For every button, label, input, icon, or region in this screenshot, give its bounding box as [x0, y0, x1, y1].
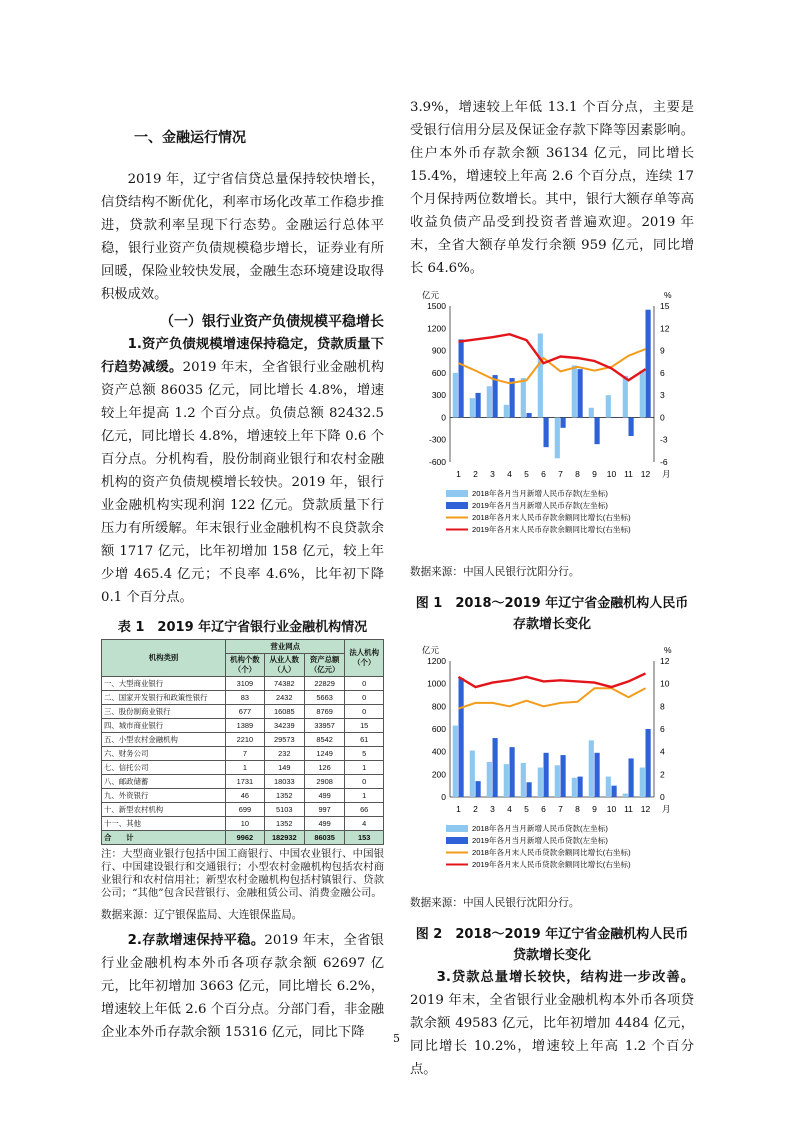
fig2-caption-line1: 图 2 2018～2019 年辽宁省金融机构人民币 — [415, 927, 689, 942]
table-cell-name: 一、大型商业银行 — [102, 677, 226, 691]
right-tick-label: 9 — [660, 345, 665, 356]
table-cell-count: 1389 — [226, 719, 265, 733]
bar-2019 — [629, 758, 634, 797]
bar-2018 — [521, 378, 526, 417]
paragraph-loans-text: 2019 年末，全省银行业金融机构本外币各项贷款余额 49583 亿元，比年初增加 4484 亿元，同比增长 10.2%，增速较上年高 1.2 个百分点。 — [410, 993, 694, 1077]
table-caption: 表 1 2019 年辽宁省银行业金融机构情况 — [117, 620, 368, 635]
table-cell-staff: 1352 — [264, 817, 304, 831]
right-tick-label: 2 — [660, 769, 665, 780]
deposit-chart — [410, 286, 694, 556]
table-row — [102, 719, 384, 733]
bar-2018 — [606, 777, 611, 797]
table-cell-assets: 22829 — [304, 677, 345, 691]
table-cell-name: 十、新型农村机构 — [102, 803, 226, 817]
left-tick-label: 1000 — [427, 678, 446, 689]
table-cell-count: 83 — [226, 691, 265, 705]
loan-chart — [410, 641, 694, 891]
right-tick-label: 0 — [660, 412, 665, 423]
bar-2018 — [470, 398, 475, 417]
table-cell-assets: 33957 — [304, 719, 345, 733]
table-cell-staff: 232 — [264, 747, 304, 761]
x-tick-label: 9 — [592, 469, 597, 479]
legend-swatch — [446, 825, 468, 832]
bar-2018 — [555, 417, 560, 458]
right-tick-label: -6 — [660, 457, 668, 467]
left-tick-label: 200 — [431, 769, 446, 780]
bar-2019 — [646, 310, 651, 418]
section-title: 一、金融运行情况 — [134, 130, 246, 146]
left-tick-label: 1200 — [427, 323, 446, 334]
bar-2019 — [476, 393, 481, 418]
left-axis-unit: 亿元 — [422, 290, 440, 300]
table-total-row — [102, 831, 384, 845]
right-tick-label: 12 — [660, 323, 670, 334]
table-row — [102, 705, 384, 719]
bank-institutions-table — [101, 639, 384, 845]
x-tick-label: 3 — [490, 804, 495, 814]
bar-2018 — [470, 751, 475, 797]
x-tick-label: 8 — [575, 804, 580, 814]
fig1-caption — [410, 593, 694, 635]
table-cell-staff: 16085 — [264, 705, 304, 719]
left-tick-label: -300 — [428, 434, 446, 445]
legend-label: 2019年各月末人民币贷款余额同比增长(右坐标) — [472, 860, 631, 869]
bar-2018 — [623, 376, 628, 418]
table-cell-staff: 2432 — [264, 691, 304, 705]
table-row — [102, 803, 384, 817]
table-cell-legal: 66 — [345, 803, 384, 817]
x-tick-label: 8 — [575, 469, 580, 479]
bar-2018 — [640, 371, 645, 418]
table-cell-name: 十一、其他 — [102, 817, 226, 831]
bar-2019 — [459, 339, 464, 417]
paragraph-deposits — [101, 929, 384, 1044]
paragraph-assets — [101, 333, 384, 609]
table-row — [102, 733, 384, 747]
bar-2018 — [572, 778, 577, 797]
table-cell-assets: 8542 — [304, 733, 345, 747]
page-number: 5 — [393, 1032, 400, 1045]
bar-2018 — [453, 726, 458, 797]
bar-2019 — [612, 786, 617, 797]
x-tick-label: 9 — [592, 804, 597, 814]
left-tick-label: 0 — [441, 412, 446, 423]
legend-label: 2019年各月末人民币存款余额同比增长(右坐标) — [472, 525, 631, 534]
paragraph-loans — [410, 966, 694, 1081]
table-cell-count: 46 — [226, 789, 265, 803]
table-row — [102, 747, 384, 761]
right-tick-label: -3 — [660, 434, 668, 445]
legend-swatch — [446, 837, 468, 844]
x-axis-unit: 月 — [662, 804, 671, 814]
table-cell-count: 1 — [226, 761, 265, 775]
table-row — [102, 817, 384, 831]
bar-2018 — [640, 768, 645, 797]
intro-paragraph: 2019 年，辽宁省信贷总量保持较快增长，信贷结构不断优化，利率市场化改革工作稳步推进，贷款利率呈现下行态势。金融运行总体平稳，银行业资产负债规模稳步增长，证券业有所回暖，保险业较快发展，金融生态环境建设取得积极成效。 — [101, 172, 384, 302]
table-cell-staff: 34239 — [264, 719, 304, 733]
legend-label: 2018年各月末人民币贷款余额同比增长(右坐标) — [472, 848, 631, 857]
x-tick-label: 2 — [473, 469, 478, 479]
bar-2019 — [527, 413, 532, 417]
paragraph-deposits-lead: 2.存款增速保持平稳。 — [127, 933, 265, 948]
x-tick-label: 1 — [456, 804, 461, 814]
th-branches: 营业网点 — [226, 640, 345, 654]
bar-2019 — [493, 375, 498, 417]
table-cell-legal: 15 — [345, 719, 384, 733]
x-tick-label: 3 — [490, 469, 495, 479]
table-cell-count: 677 — [226, 705, 265, 719]
table-cell-legal: 1 — [345, 761, 384, 775]
table-row — [102, 691, 384, 705]
fig1-source: 数据来源：中国人民银行沈阳分行。 — [410, 566, 580, 578]
th-assets: 资产总额（亿元） — [304, 654, 345, 677]
table-cell-legal: 153 — [345, 831, 384, 845]
table-cell-assets: 8769 — [304, 705, 345, 719]
th-legal: 法人机构（个） — [345, 640, 384, 677]
table-cell-name: 五、小型农村金融机构 — [102, 733, 226, 747]
left-tick-label: 300 — [431, 390, 446, 401]
bar-2019 — [578, 777, 583, 797]
table-cell-name: 六、财务公司 — [102, 747, 226, 761]
x-tick-label: 11 — [624, 469, 633, 479]
table-cell-count: 7 — [226, 747, 265, 761]
right-tick-label: 3 — [660, 390, 665, 401]
x-tick-label: 10 — [606, 469, 617, 479]
table-note: 注：大型商业银行包括中国工商银行、中国农业银行、中国银行、中国建设银行和交通银行；小型农村金融机构包括农村商业银行和农村信用社；新型农村金融机构包括村镇银行、贷款公司；“其他”包含民营银行、金融租赁公司、消费金融公司。 — [101, 848, 384, 899]
bar-2019 — [527, 782, 532, 797]
bar-2019 — [595, 753, 600, 797]
bar-2019 — [510, 747, 515, 797]
bar-2018 — [453, 373, 458, 418]
fig1-caption-line1: 图 1 2018～2019 年辽宁省金融机构人民币 — [415, 596, 689, 611]
table-row — [102, 677, 384, 691]
table-cell-legal: 0 — [345, 677, 384, 691]
table-cell-legal: 0 — [345, 705, 384, 719]
left-tick-label: -600 — [428, 457, 446, 467]
line-2019 — [459, 334, 646, 380]
table-cell-staff: 5103 — [264, 803, 304, 817]
right-tick-label: 12 — [660, 656, 670, 666]
table-cell-name: 合 计 — [102, 831, 226, 845]
paragraph-loans-lead: 3.贷款总量增长较快，结构进一步改善。 — [436, 970, 694, 985]
table-cell-assets: 2908 — [304, 775, 345, 789]
left-tick-label: 1500 — [427, 301, 446, 311]
table-cell-legal: 0 — [345, 775, 384, 789]
right-tick-label: 0 — [660, 792, 665, 802]
x-tick-label: 4 — [507, 469, 512, 479]
table-cell-assets: 499 — [304, 789, 345, 803]
right-tick-label: 10 — [660, 678, 670, 689]
x-tick-label: 7 — [558, 804, 563, 814]
left-tick-label: 400 — [431, 746, 446, 757]
fig2-source: 数据来源：中国人民银行沈阳分行。 — [410, 897, 580, 909]
subsection-title: （一）银行业资产负债规模平稳增长 — [160, 314, 384, 330]
table-row — [102, 775, 384, 789]
right-axis-unit: % — [664, 645, 672, 655]
fig2-caption — [410, 924, 694, 966]
paragraph-assets-lead: 1.资产负债规模增速保持稳定，贷款质量下行趋势减缓。 — [101, 337, 384, 375]
table-cell-assets: 86035 — [304, 831, 345, 845]
line-2018 — [459, 688, 646, 708]
right-tick-label: 8 — [660, 701, 665, 712]
table-cell-count: 10 — [226, 817, 265, 831]
right-axis-unit: % — [664, 290, 672, 300]
table-cell-assets: 1249 — [304, 747, 345, 761]
bar-2018 — [538, 333, 543, 417]
table-cell-name: 七、信托公司 — [102, 761, 226, 775]
x-tick-label: 7 — [558, 469, 563, 479]
x-tick-label: 4 — [507, 804, 512, 814]
bar-2018 — [538, 768, 543, 797]
bar-2019 — [629, 417, 634, 436]
bar-2018 — [589, 740, 594, 797]
table-cell-staff: 29573 — [264, 733, 304, 747]
line-2018 — [459, 349, 646, 383]
table-cell-name: 二、国家开发银行和政策性银行 — [102, 691, 226, 705]
fig1-caption-line2: 存款增长变化 — [512, 617, 591, 632]
bar-2018 — [487, 762, 492, 797]
legend-label: 2018年各月当月新增人民币存款(左坐标) — [472, 489, 608, 498]
bar-2018 — [521, 763, 526, 797]
bar-2018 — [555, 765, 560, 797]
table-body — [102, 677, 384, 845]
left-tick-label: 800 — [431, 701, 446, 712]
legend-swatch — [446, 502, 468, 509]
bar-2019 — [476, 781, 481, 797]
x-tick-label: 12 — [640, 804, 651, 814]
table-cell-staff: 1352 — [264, 789, 304, 803]
bar-2019 — [612, 417, 617, 418]
bar-2019 — [561, 755, 566, 797]
bar-2018 — [504, 764, 509, 797]
legend-label: 2019年各月当月新增人民币贷款(左坐标) — [472, 836, 608, 845]
legend-label: 2019年各月当月新增人民币存款(左坐标) — [472, 501, 608, 510]
table-cell-name: 三、股份制商业银行 — [102, 705, 226, 719]
table-row — [102, 761, 384, 775]
right-tick-label: 6 — [660, 724, 665, 734]
table-cell-staff: 74382 — [264, 677, 304, 691]
table-cell-staff: 149 — [264, 761, 304, 775]
th-count: 机构个数（个） — [226, 654, 265, 677]
table-cell-name: 九、外资银行 — [102, 789, 226, 803]
table-cell-assets: 499 — [304, 817, 345, 831]
x-tick-label: 6 — [541, 469, 546, 479]
x-tick-label: 2 — [473, 804, 478, 814]
table-cell-count: 1731 — [226, 775, 265, 789]
table-row — [102, 789, 384, 803]
table-cell-legal: 0 — [345, 691, 384, 705]
left-tick-label: 0 — [441, 792, 446, 802]
legend-label: 2018年各月当月新增人民币贷款(左坐标) — [472, 824, 608, 833]
bar-2018 — [487, 386, 492, 417]
bar-2019 — [646, 729, 651, 797]
x-tick-label: 6 — [541, 804, 546, 814]
x-tick-label: 1 — [456, 469, 461, 479]
bar-2019 — [544, 753, 549, 797]
paragraph-assets-text: 2019 年末，全省银行业金融机构资产总额 86035 亿元，同比增长 4.8%，增速较上年提高 1.2 个百分点。负债总额 82432.5 亿元，同比增长 4.8%，增速较上年下降 0.6 个百分点。分机构看，股份制商业银行和农村金融机构的资产负债规模增长较快。2019 年，银行业金融机构实现利润 122 亿元。贷款质量下行压力有所缓解。年末银行业金融机构不良贷款余额 1717 亿元，比年初增加 158 亿元，较上年少增 465.4 亿元；不良率 4.6%，比年初下降 0.1 个百分点。 — [101, 360, 384, 605]
left-axis-unit: 亿元 — [422, 645, 440, 655]
x-tick-label: 10 — [606, 804, 617, 814]
right-column — [410, 96, 694, 1081]
table-cell-count: 699 — [226, 803, 265, 817]
th-staff: 从业人数（人） — [264, 654, 304, 677]
legend-label: 2018年各月末人民币存款余额同比增长(右坐标) — [472, 513, 631, 522]
x-tick-label: 5 — [524, 469, 529, 479]
legend-swatch — [446, 490, 468, 497]
paragraph-deposits-text: 2019 年末，全省银行业金融机构本外币各项存款余额 62697 亿元，比年初增加 3663 亿元，同比增长 6.2%，增速较上年低 2.6 个百分点。分部门看，非金融企业本外币存款余额 15316 亿元，同比下降 — [101, 933, 384, 1040]
table-cell-count: 3109 — [226, 677, 265, 691]
table-cell-assets: 5663 — [304, 691, 345, 705]
bar-2019 — [493, 738, 498, 797]
table-cell-staff: 182932 — [264, 831, 304, 845]
bar-2019 — [595, 417, 600, 444]
bar-2018 — [589, 408, 594, 418]
right-tick-label: 4 — [660, 746, 665, 757]
right-tick-label: 15 — [660, 301, 670, 311]
x-tick-label: 11 — [624, 804, 633, 814]
table-cell-count: 9962 — [226, 831, 265, 845]
left-tick-label: 900 — [431, 345, 446, 356]
line-2019 — [459, 673, 646, 687]
x-tick-label: 5 — [524, 804, 529, 814]
right-tick-label: 6 — [660, 367, 665, 378]
bar-2018 — [623, 794, 628, 797]
table-source: 数据来源：辽宁银保监局、大连银保监局。 — [101, 909, 303, 921]
table-cell-staff: 18033 — [264, 775, 304, 789]
table-cell-legal: 1 — [345, 789, 384, 803]
table-cell-count: 2210 — [226, 733, 265, 747]
table-cell-name: 四、城市商业银行 — [102, 719, 226, 733]
bar-2018 — [606, 395, 611, 417]
table-cell-assets: 997 — [304, 803, 345, 817]
left-column — [101, 98, 384, 1044]
paragraph-deposits-continued: 3.9%，增速较上年低 13.1 个百分点，主要是受银行信用分层及保证金存款下降等因素影响。住户本外币存款余额 36134 亿元，同比增长 15.4%，增速较上年高 2.6 个百分点，连续 17 个月保持两位数增长。其中，银行大额存单等高收益负债产品受到投资者普遍欢迎。2019 年末，全省大额存单发行余额 959 亿元，同比增长 64.6%。 — [410, 100, 694, 276]
bar-2019 — [578, 369, 583, 417]
left-tick-label: 600 — [431, 724, 446, 734]
fig2-caption-line2: 贷款增长变化 — [512, 948, 591, 963]
left-tick-label: 600 — [431, 367, 446, 378]
x-tick-label: 12 — [640, 469, 651, 479]
table-cell-legal: 5 — [345, 747, 384, 761]
bar-2019 — [459, 678, 464, 797]
th-category: 机构类别 — [102, 640, 226, 677]
table-cell-assets: 126 — [304, 761, 345, 775]
table-cell-legal: 61 — [345, 733, 384, 747]
bar-2018 — [572, 365, 577, 417]
table-cell-legal: 4 — [345, 817, 384, 831]
x-axis-unit: 月 — [662, 469, 671, 479]
bar-2019 — [561, 417, 566, 427]
bar-2019 — [544, 417, 549, 447]
left-tick-label: 1200 — [427, 656, 446, 666]
bar-2018 — [504, 405, 509, 418]
table-cell-name: 八、邮政储蓄 — [102, 775, 226, 789]
